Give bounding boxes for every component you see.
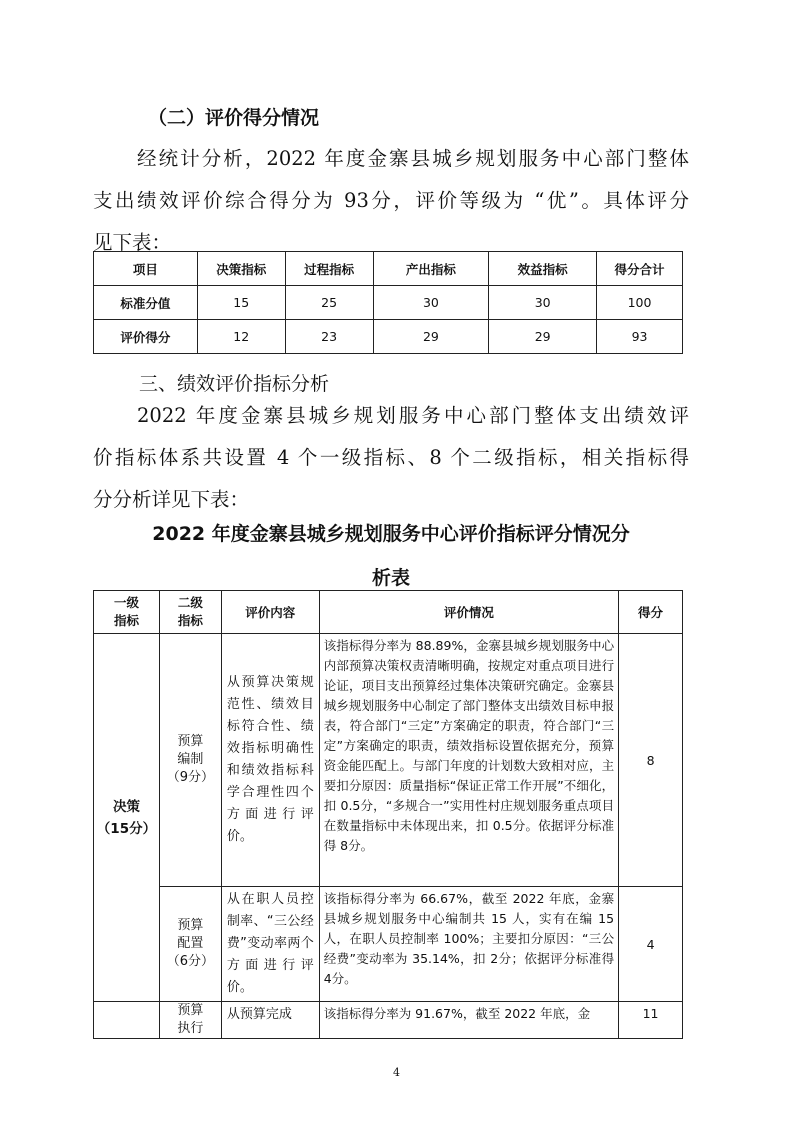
table-cell: 23 [285,320,373,354]
header-detail: 评价情况 [319,591,618,634]
score-cell: 4 [619,887,683,1002]
level1-cell: 决策 （15分） [94,634,160,1002]
table-header-cell: 过程指标 [285,252,373,286]
analysis-paragraph [93,395,689,521]
detail-cell: 该指标得分率为 88.89%，金寨县城乡规划服务中心内部预算决策权责清晰明确，按规定对重点项目进行论证，项目支出预算经过集体决策研究确定。金寨县城乡规划服务中心制定了部门整体支出绩效目标申报表，符合部门“三定”方案确定的职责，符合部门“三定”方案确定的职责，绩效指标设置依据充分，预算资金能匹配上。与部门年度的计划数大致相对应，主要扣分原因：质量指标“保证正常工作开展”不细化，扣 0.5分，“多规合一”实用性村庄规划服务重点项目在数量指标中未体现出来，扣 0.5分。依据评分标准得 8分。 [319,634,618,887]
table-header-cell: 决策指标 [197,252,285,286]
level2-cell: 预算 编制 （9分） [159,634,221,887]
analysis-line: 2022 年度金寨县城乡规划服务中心部门整体支出绩效评 [137,404,689,427]
table-cell: 93 [597,320,683,354]
header-content: 评价内容 [221,591,319,634]
score-cell: 11 [619,1002,683,1039]
analysis-table-title: 2022 年度金寨县城乡规划服务中心评价指标评分情况分 [152,523,630,545]
table-row [94,634,683,887]
row-label: 评价得分 [94,320,198,354]
table-header-row [94,252,683,286]
analysis-line: 分分析详见下表： [93,488,250,511]
header-score: 得分 [619,591,683,634]
score-cell: 8 [619,634,683,887]
level2-cell: 预算 配置 （6分） [159,887,221,1002]
intro-line: 见下表： [93,231,172,254]
intro-line: 经统计分析，2022 年度金寨县城乡规划服务中心部门整体 [137,147,689,170]
content-cell: 从在职人员控制率、“三公经费”变动率两个方面进行评价。 [221,887,319,1002]
level2-cell: 预算 执行 [159,1002,221,1039]
table-cell: 30 [373,286,489,320]
detail-cell: 该指标得分率为 66.67%，截至 2022 年底，金寨县城乡规划服务中心编制共 15 人，实有在编 15 人，在职人员控制率 100%；主要扣分原因：“三公经费”变动率为 35.14%，扣 2分；依据评分标准得 4分。 [319,887,618,1002]
table-header-row [94,591,683,634]
level1-cell [94,1002,160,1039]
table-cell: 100 [597,286,683,320]
intro-line: 支出绩效评价综合得分为 93分，评价等级为 “优”。具体评分 [93,189,689,212]
score-summary-table [93,251,683,354]
intro-paragraph [93,138,689,264]
indicator-analysis-table [93,590,683,1039]
table-cell: 30 [489,286,597,320]
analysis-table-title: 析表 [371,567,410,589]
header-level2: 二级 指标 [159,591,221,634]
row-label: 标准分值 [94,286,198,320]
table-header-cell: 项目 [94,252,198,286]
table-row [94,286,683,320]
content-cell: 从预算完成 [221,1002,319,1039]
header-level1: 一级 指标 [94,591,160,634]
table-cell: 29 [373,320,489,354]
section-heading-analysis: 三、绩效评价指标分析 [139,373,330,395]
table-cell: 15 [197,286,285,320]
table-row [94,887,683,1002]
detail-cell: 该指标得分率为 91.67%，截至 2022 年底，金 [319,1002,618,1039]
table-cell: 25 [285,286,373,320]
table-header-cell: 得分合计 [597,252,683,286]
table-cell: 12 [197,320,285,354]
table-row [94,1002,683,1039]
table-row [94,320,683,354]
table-header-cell: 效益指标 [489,252,597,286]
analysis-line: 价指标体系共设置 4 个一级指标、8 个二级指标，相关指标得 [93,446,689,469]
page-number: 4 [393,1066,400,1079]
section-heading-score: （二）评价得分情况 [148,107,320,129]
table-header-cell: 产出指标 [373,252,489,286]
table-cell: 29 [489,320,597,354]
content-cell: 从预算决策规范性、绩效目标符合性、绩效指标明确性和绩效指标科学合理性四个方面进行评价。 [221,634,319,887]
